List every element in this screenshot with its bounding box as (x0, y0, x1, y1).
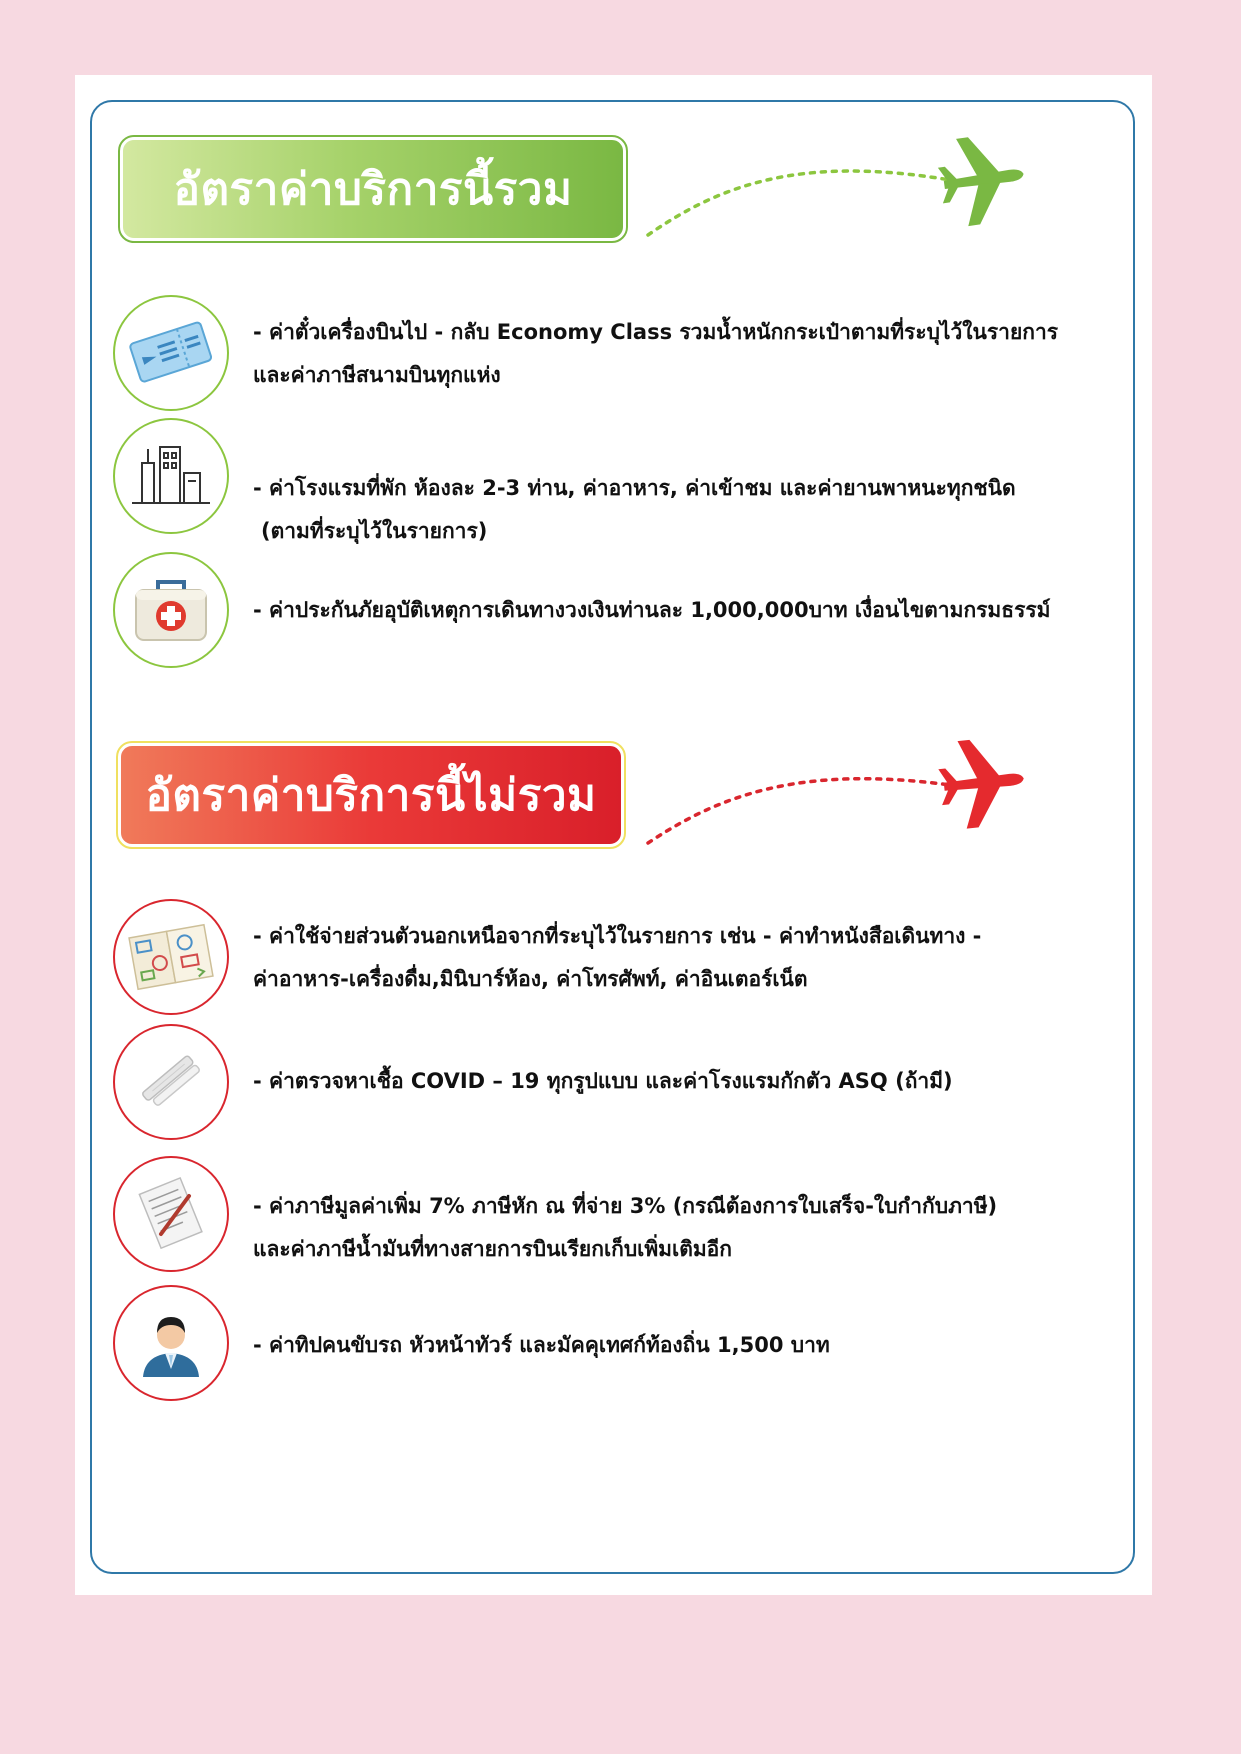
green-plane-path (640, 115, 1060, 255)
page-sheet (75, 75, 1152, 1595)
guide-icon-circle (113, 1285, 229, 1401)
excluded-item-1: - ค่าใช้จ่ายส่วนตัวนอกเหนือจากที่ระบุไว้ในรายการ เช่น - ค่าทำหนังสือเดินทาง - ค่าอาหาร-เครื่องดื่ม,มินิบาร์ห้อง, ค่าโทรศัพท์, ค่าอินเตอร์เน็ต (253, 924, 982, 991)
excluded-item-3: - ค่าภาษีมูลค่าเพิ่ม 7% ภาษีหัก ณ ที่จ่าย 3% (กรณีต้องการใบเสร็จ-ใบกำกับภาษี) และค่าภาษีน้ำมันที่ทางสายการบินเรียกเก็บเพิ่มเติมอีก (253, 1194, 998, 1261)
included-title: อัตราค่าบริการนี้รวม (173, 164, 573, 215)
plane-ticket-icon (126, 318, 216, 388)
included-item-1: - ค่าตั๋วเครื่องบินไป - กลับ Economy Class รวมน้ำหนักกระเป๋าตามที่ระบุไว้ในรายการ และค่าภาษีสนามบินทุกแห่ง (253, 320, 1059, 387)
included-item-3: - ค่าประกันภัยอุบัติเหตุการเดินทางวงเงินท่านละ 1,000,000บาท เงื่อนไขตามกรมธรรม์ (253, 598, 1051, 622)
tour-guide-person-icon (131, 1303, 211, 1383)
excluded-title: อัตราค่าบริการนี้ไม่รวม (145, 770, 597, 821)
document-pen-icon (131, 1174, 211, 1254)
firstaid-icon-circle (113, 552, 229, 668)
included-item-2: - ค่าโรงแรมที่พัก ห้องละ 2-3 ท่าน, ค่าอาหาร, ค่าเข้าชม และค่ายานพาหนะทุกชนิด (ตามที่ระบุไว้ในรายการ) (253, 476, 1016, 543)
included-banner (120, 137, 626, 241)
excluded-item-4: - ค่าทิปคนขับรถ หัวหน้าทัวร์ และมัคคุเทศก์ท้องถิ่น 1,500 บาท (253, 1333, 830, 1357)
hotel-icon-circle (113, 418, 229, 534)
swab-icon-circle (113, 1024, 229, 1140)
document-icon-circle (113, 1156, 229, 1272)
test-swab-icon (131, 1042, 211, 1122)
passport-stamps-icon (125, 921, 217, 993)
excluded-banner (118, 743, 624, 847)
airplane-icon (934, 130, 1029, 229)
red-plane-path (640, 725, 1060, 865)
passport-icon-circle (113, 899, 229, 1015)
ticket-icon-circle (113, 295, 229, 411)
excluded-item-2: - ค่าตรวจหาเชื้อ COVID – 19 ทุกรูปแบบ และค่าโรงแรมกักตัว ASQ (ถ้ามี) (253, 1069, 953, 1093)
first-aid-kit-icon (128, 572, 214, 648)
airplane-icon (936, 735, 1029, 831)
hotel-building-icon (128, 441, 214, 511)
